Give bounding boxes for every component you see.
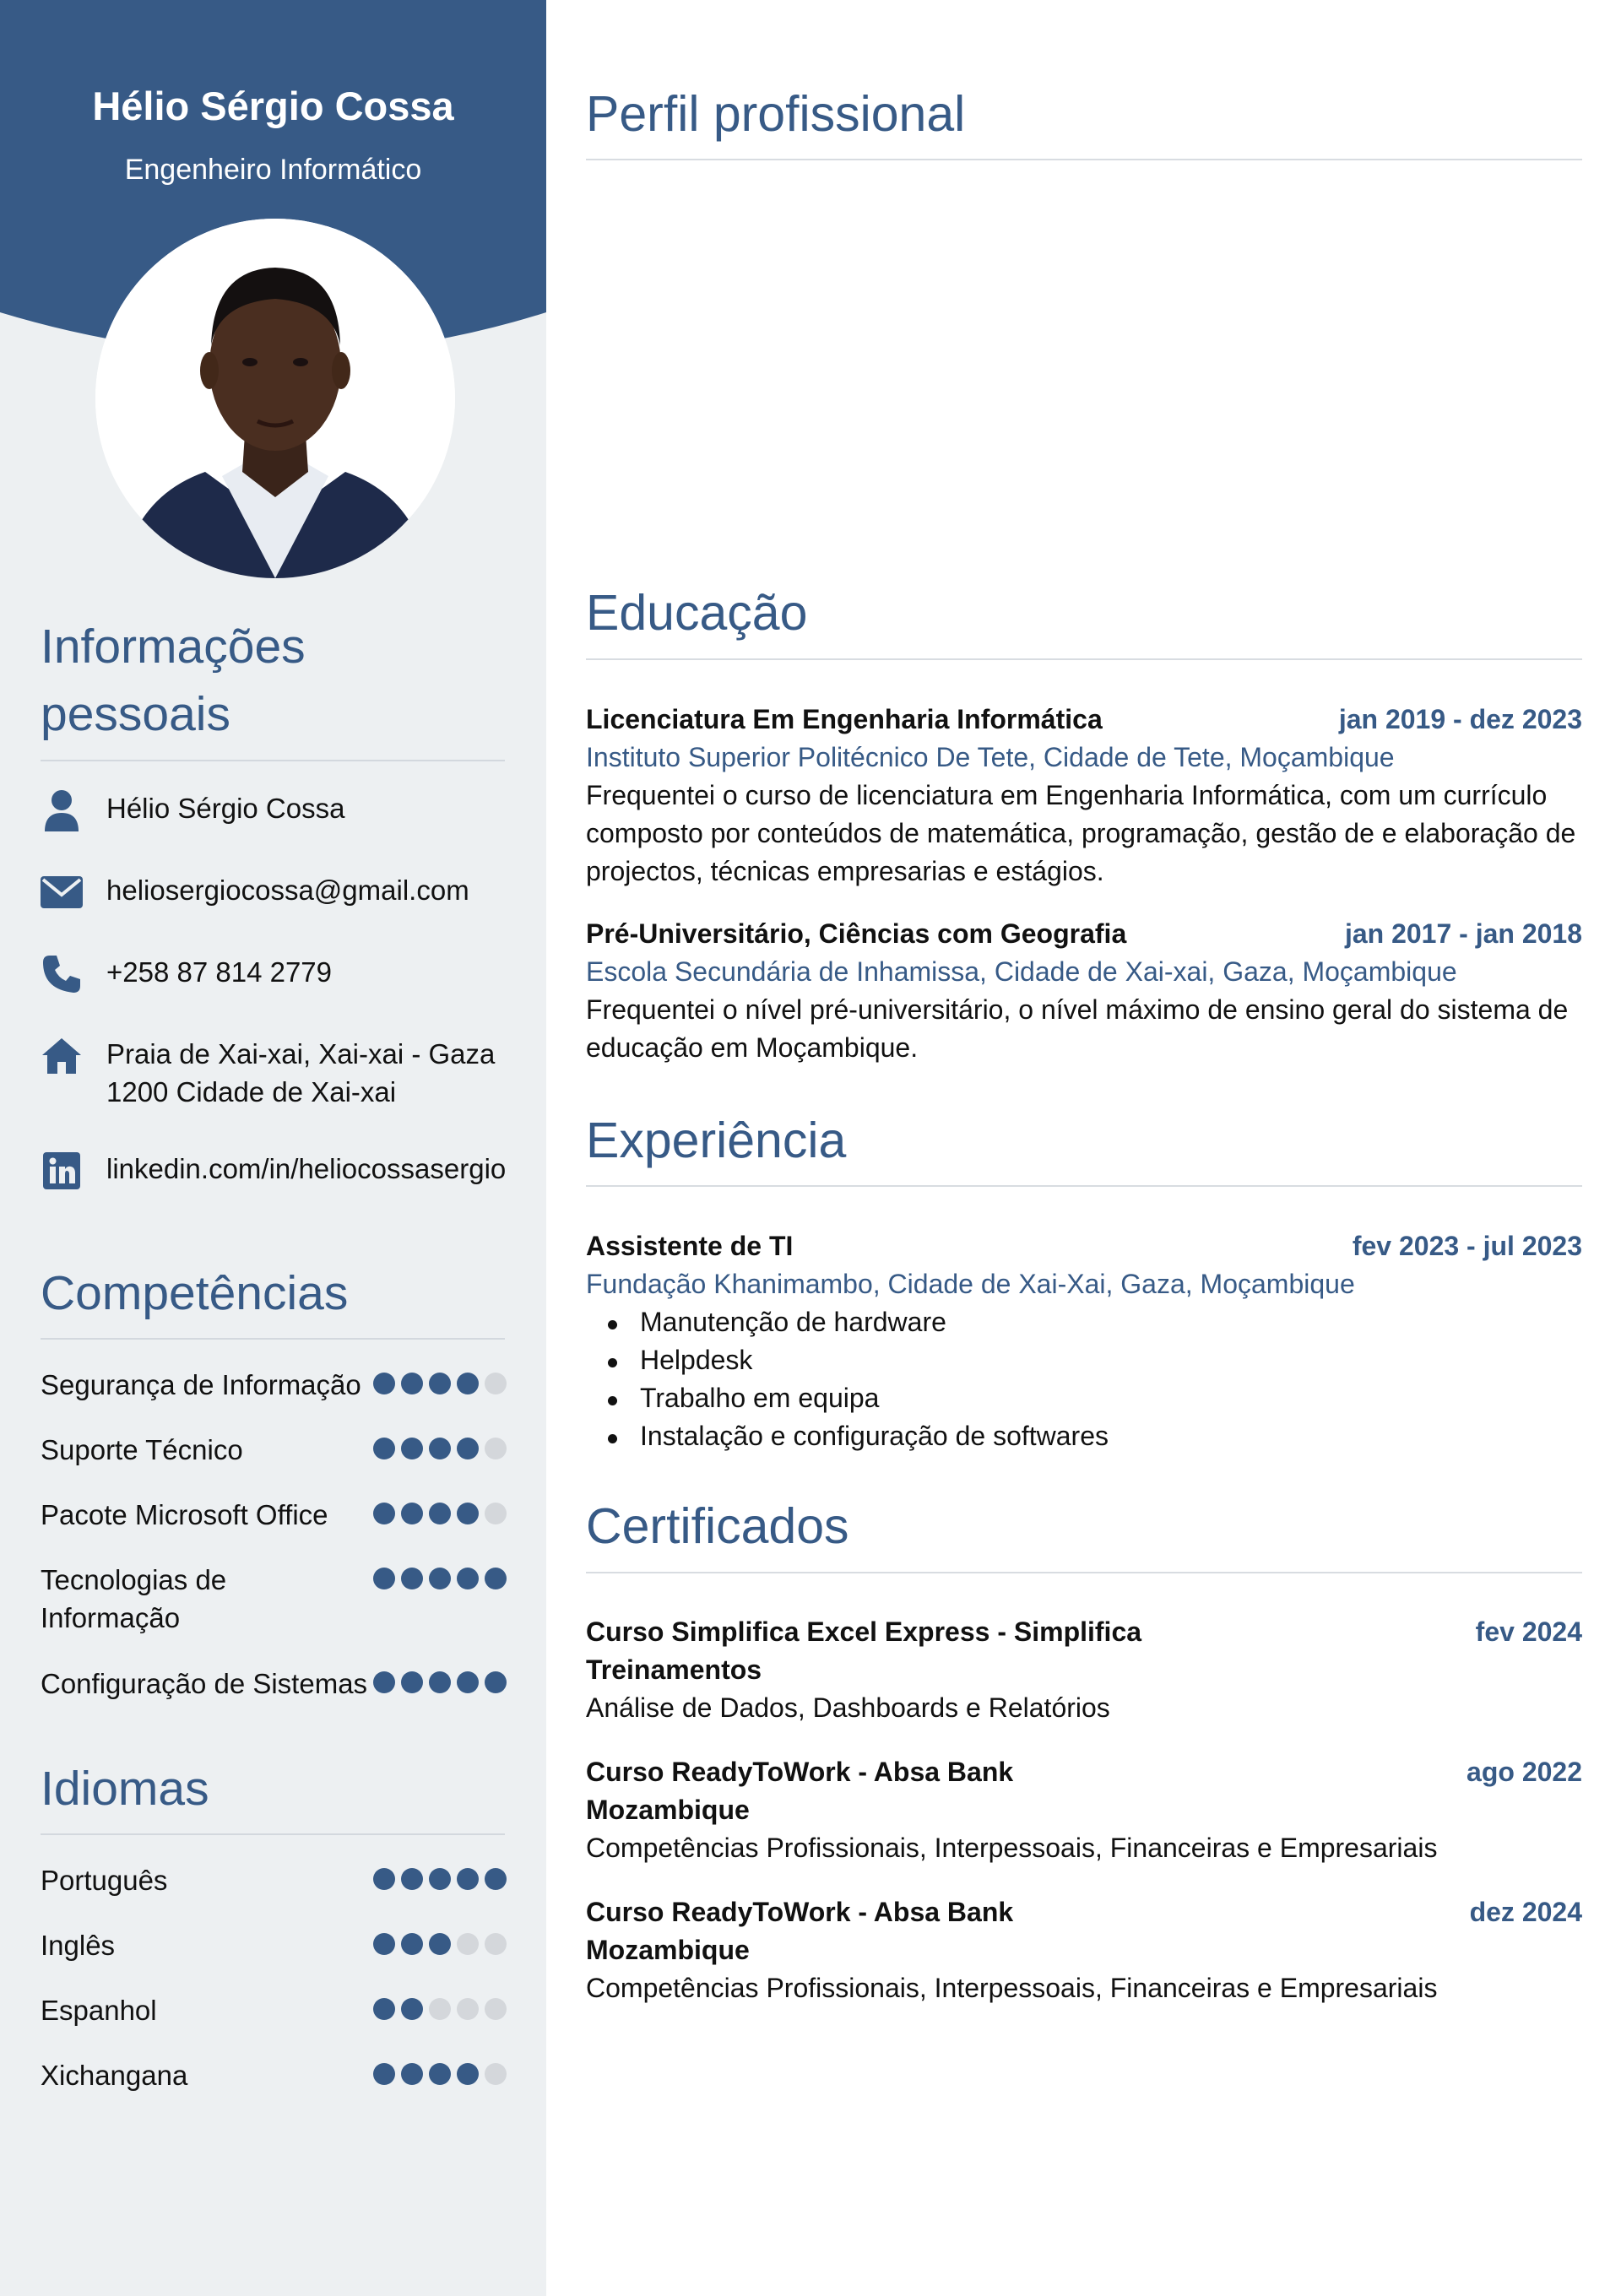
header-job-title: Engenheiro Informático: [124, 154, 422, 186]
rating-dot-filled: [457, 1373, 479, 1394]
certificate-entry: [586, 1613, 1582, 1727]
rating-dot-filled: [457, 1568, 479, 1589]
rating-dot-filled: [457, 2063, 479, 2085]
rating-dot-filled: [401, 1671, 423, 1693]
rating-dots: [373, 2063, 507, 2085]
rating-dots: [373, 1998, 507, 2020]
rating-dot-filled: [373, 1438, 395, 1459]
personal-info-title: Informações pessoais: [41, 620, 306, 741]
skill-row: [41, 1665, 507, 1703]
rating-dot-filled: [429, 1568, 451, 1589]
divider: [586, 1185, 1582, 1187]
rating-dot-filled: [401, 1998, 423, 2020]
contact-linkedin[interactable]: [41, 1150, 513, 1192]
rating-dot-filled: [485, 1568, 507, 1589]
experience-title: Experiência: [586, 1113, 847, 1168]
entry-title: Pré-Universitário, Ciências com Geografia: [586, 918, 1127, 949]
contact-name: [41, 789, 513, 831]
responsibilities-list: [586, 1303, 1582, 1455]
list-item: Trabalho em equipa: [640, 1379, 1582, 1417]
rating-dot-filled: [401, 1438, 423, 1459]
language-row: [41, 1861, 507, 1899]
rating-dot-filled: [373, 1933, 395, 1955]
entry-title: Licenciatura Em Engenharia Informática: [586, 704, 1103, 734]
rating-dot-filled: [373, 1868, 395, 1890]
address-line-1: Praia de Xai-xai, Xai-xai - Gaza: [106, 1038, 496, 1069]
entry-description: Competências Profissionais, Interpessoais, Financeiras e Empresariais: [586, 1833, 1438, 1863]
contact-email-text[interactable]: heliosergiocossa@gmail.com: [106, 875, 469, 906]
divider: [586, 658, 1582, 660]
list-item: Helpdesk: [640, 1341, 1582, 1379]
rating-dot-filled: [485, 1868, 507, 1890]
contact-linkedin-text[interactable]: linkedin.com/in/heliocossasergio: [106, 1153, 507, 1184]
contact-phone-text[interactable]: +258 87 814 2779: [106, 956, 333, 988]
rating-dot-empty: [485, 1438, 507, 1459]
rating-dot-filled: [373, 1568, 395, 1589]
rating-dot-empty: [485, 2063, 507, 2085]
rating-dot-filled: [373, 1503, 395, 1524]
entry-date: jan 2017 - jan 2018: [1344, 918, 1582, 949]
language-row: [41, 1991, 507, 2029]
entry-title-line: Curso ReadyToWork - Absa Bank: [586, 1757, 1014, 1787]
education-entry: [586, 915, 1582, 1067]
contact-email[interactable]: [41, 871, 513, 913]
profile-photo: [95, 219, 455, 578]
entry-title: [586, 1753, 1013, 1829]
language-label: Xichangana: [41, 2060, 188, 2091]
skill-row: [41, 1431, 507, 1469]
rating-dot-empty: [429, 1998, 451, 2020]
list-item: Manutenção de hardware: [640, 1303, 1582, 1341]
skill-row: [41, 1496, 507, 1534]
language-label: Espanhol: [41, 1995, 157, 2026]
skill-label: Suporte Técnico: [41, 1434, 243, 1465]
languages-title: Idiomas: [41, 1762, 209, 1816]
rating-dots: [373, 1933, 507, 1955]
rating-dot-filled: [457, 1868, 479, 1890]
divider: [41, 760, 505, 761]
address-line-2: 1200 Cidade de Xai-xai: [106, 1076, 397, 1107]
rating-dot-filled: [401, 2063, 423, 2085]
divider: [41, 1338, 505, 1340]
home-icon: [41, 1035, 83, 1077]
entry-title: [586, 1893, 1013, 1969]
phone-icon: [41, 953, 83, 995]
entry-description: Competências Profissionais, Interpessoais, Financeiras e Empresariais: [586, 1973, 1438, 2003]
entry-title-line: Mozambique: [586, 1795, 750, 1825]
sidebar: [0, 0, 546, 2296]
contact-name-text: Hélio Sérgio Cossa: [106, 793, 345, 824]
entry-title-line: Treinamentos: [586, 1654, 762, 1685]
entry-title: [586, 1613, 1141, 1689]
user-icon: [41, 789, 83, 831]
skill-row: [41, 1366, 507, 1404]
rating-dot-empty: [457, 1933, 479, 1955]
contact-address: [41, 1035, 513, 1111]
language-label: Português: [41, 1865, 168, 1896]
certificates-title: Certificados: [586, 1498, 849, 1554]
rating-dots: [373, 1671, 507, 1693]
rating-dot-filled: [429, 1933, 451, 1955]
rating-dot-filled: [457, 1503, 479, 1524]
rating-dot-empty: [457, 1998, 479, 2020]
rating-dots: [373, 1568, 507, 1589]
skill-row: [41, 1561, 507, 1637]
rating-dot-filled: [373, 2063, 395, 2085]
rating-dot-filled: [373, 1373, 395, 1394]
rating-dots: [373, 1438, 507, 1459]
language-row: [41, 1926, 507, 1964]
rating-dots: [373, 1373, 507, 1394]
entry-title-line: Curso ReadyToWork - Absa Bank: [586, 1897, 1014, 1927]
entry-title: Assistente de TI: [586, 1231, 794, 1261]
entry-description: Análise de Dados, Dashboards e Relatórios: [586, 1692, 1110, 1723]
rating-dot-filled: [429, 1438, 451, 1459]
skills-title: Competências: [41, 1266, 349, 1320]
divider: [586, 159, 1582, 160]
entry-institution: Instituto Superior Politécnico De Tete, Cidade de Tete, Moçambique: [586, 742, 1395, 772]
entry-date: dez 2024: [1469, 1897, 1582, 1927]
divider: [586, 1572, 1582, 1573]
entry-date: fev 2024: [1475, 1616, 1582, 1647]
divider: [41, 1833, 505, 1835]
rating-dot-empty: [485, 1933, 507, 1955]
rating-dot-filled: [457, 1671, 479, 1693]
rating-dot-filled: [401, 1568, 423, 1589]
rating-dot-filled: [429, 1671, 451, 1693]
rating-dot-filled: [401, 1503, 423, 1524]
list-item: Instalação e configuração de softwares: [640, 1417, 1582, 1455]
entry-title-line: Mozambique: [586, 1935, 750, 1965]
certificate-entry: [586, 1893, 1582, 2007]
skill-label: Tecnologias de Informação: [41, 1564, 227, 1633]
rating-dot-filled: [401, 1373, 423, 1394]
entry-organization: Fundação Khanimambo, Cidade de Xai-Xai, Gaza, Moçambique: [586, 1269, 1355, 1299]
rating-dot-filled: [373, 1671, 395, 1693]
language-row: [41, 2056, 507, 2094]
entry-description: Frequentei o curso de licenciatura em Engenharia Informática, com um currículo composto por conteúdos de matemática, programação, gestão de e elaboração de projectos, técnicas empresarias e estágios.: [586, 780, 1576, 886]
skill-label: Configuração de Sistemas: [41, 1668, 368, 1699]
contact-address-text: [106, 1035, 495, 1111]
rating-dots: [373, 1503, 507, 1524]
experience-entry: [586, 1227, 1582, 1455]
rating-dot-filled: [485, 1671, 507, 1693]
entry-institution: Escola Secundária de Inhamissa, Cidade de Xai-xai, Gaza, Moçambique: [586, 956, 1457, 987]
education-entry: [586, 701, 1582, 891]
profile-title: Perfil profissional: [586, 86, 966, 142]
linkedin-icon: [41, 1150, 83, 1192]
education-title: Educação: [586, 585, 808, 641]
entry-date: fev 2023 - jul 2023: [1352, 1231, 1582, 1261]
certificate-entry: [586, 1753, 1582, 1867]
rating-dot-filled: [401, 1868, 423, 1890]
rating-dot-filled: [429, 1868, 451, 1890]
skill-label: Pacote Microsoft Office: [41, 1499, 328, 1530]
entry-description: Frequentei o nível pré-universitário, o nível máximo de ensino geral do sistema de educação em Moçambique.: [586, 994, 1569, 1063]
rating-dot-empty: [485, 1503, 507, 1524]
rating-dot-filled: [429, 1373, 451, 1394]
rating-dot-filled: [401, 1933, 423, 1955]
rating-dot-empty: [485, 1998, 507, 2020]
rating-dots: [373, 1868, 507, 1890]
language-label: Inglês: [41, 1930, 116, 1961]
envelope-icon: [41, 871, 83, 913]
skill-label: Segurança de Informação: [41, 1369, 361, 1400]
rating-dot-empty: [485, 1373, 507, 1394]
entry-title-line: Curso Simplifica Excel Express - Simplifica: [586, 1616, 1142, 1647]
header-name: Hélio Sérgio Cossa: [92, 84, 454, 128]
entry-date: jan 2019 - dez 2023: [1338, 704, 1582, 734]
entry-date: ago 2022: [1466, 1757, 1582, 1787]
contact-phone[interactable]: [41, 953, 513, 995]
rating-dot-filled: [429, 1503, 451, 1524]
rating-dot-filled: [373, 1998, 395, 2020]
rating-dot-filled: [457, 1438, 479, 1459]
rating-dot-filled: [429, 2063, 451, 2085]
